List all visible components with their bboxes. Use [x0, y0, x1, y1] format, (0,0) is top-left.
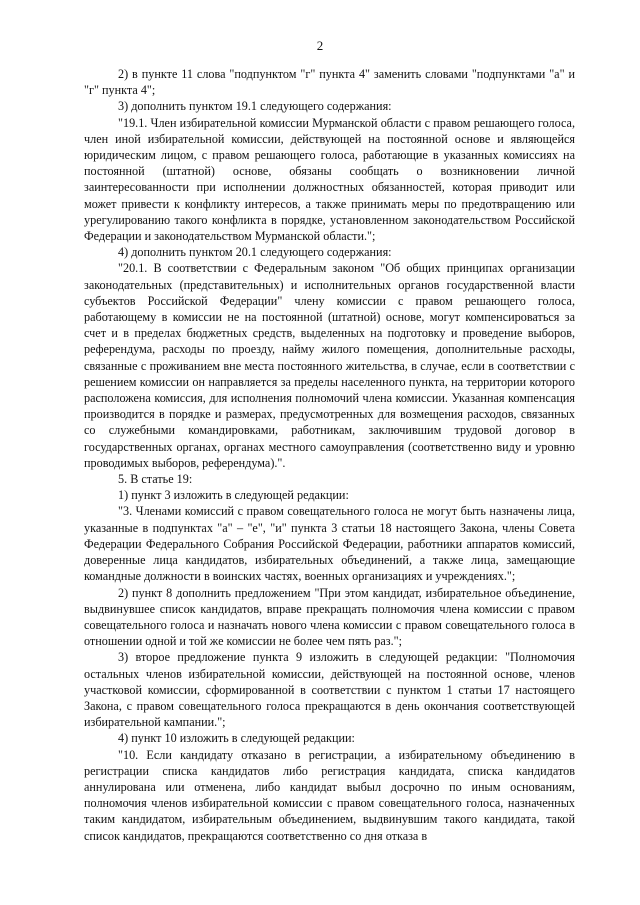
paragraph: "20.1. В соответствии с Федеральным законом "Об общих принципах организации законодательных (представительных) и исполнительных органов государственной власти субъектов Российской Федерации" члену комиссии с правом решающего голоса, работающему в комиссии не на постоянной (штатной) основе, могут компенсироваться за счет и в пределах бюджетных средств, выделенных на подготовку и проведение выборов, референдума, расходы по проезду, найму жилого помещения, дополнительные расходы, связанные с проживанием вне места постоянного жительства, в случае, если в соответствии с решением комиссии он направляется за пределы населенного пункта, на территории которого расположена комиссия, для исполнения полномочий члена комиссии. Указанная компенсация производится в порядке и размерах, предусмотренных для возмещения расходов, связанных со служебными командировками, работникам, заключившим трудовой договор в государственных органах, органах местного самоуправления (соответственно виду и уровню проводимых выборов, референдума).". [84, 261, 575, 470]
paragraph: 2) пункт 8 дополнить предложением "При этом кандидат, избирательное объединение, выдвинувшее список кандидатов, вправе прекращать полномочия члена комиссии с правом совещательного голоса и назначать нового члена комиссии с правом совещательного голоса в отношении одной и той же комиссии не более чем пять раз."; [84, 585, 575, 649]
paragraph: 2) в пункте 11 слова "подпунктом "г" пункта 4" заменить словами "подпунктами "а" и "г" пункта 4"; [84, 67, 575, 98]
paragraph: "3. Членами комиссий с правом совещательного голоса не могут быть назначены лица, указанные в подпунктах "а" – "е", "и" пункта 3 статьи 18 настоящего Закона, члены Совета Федерации Федерального Собрания Российской Федерации, работники аппаратов комиссий, доверенные лица кандидатов, избирательных объединений, а также лица, замещающие командные должности в воинских частях, военных организациях и учреждениях."; [84, 504, 575, 584]
paragraph: "10. Если кандидату отказано в регистрации, а избирательному объединению в регистрации списка кандидатов либо регистрация кандидата, списка кандидатов аннулирована или отменена, либо кандидат выбыл досрочно по иным основаниям, полномочия членов избирательной комиссии с правом совещательного голоса, назначенных таким кандидатом, избирательным объединением, выдвинувшим такого кандидата, такой список кандидатов, прекращаются соответственно со дня отказа в [84, 747, 575, 843]
paragraph: 1) пункт 3 изложить в следующей редакции: [118, 488, 349, 503]
paragraph: 4) пункт 10 изложить в следующей редакции: [118, 731, 355, 746]
paragraph: 3) второе предложение пункта 9 изложить в следующей редакции: "Полномочия остальных членов избирательной комиссии, действующей на постоянной основе, членов участковой комиссии, сформированной в соответствии с пунктом 1 статьи 17 настоящего Закона, с правом совещательного голоса прекращаются в день окончания соответствующей избирательной кампании."; [84, 650, 575, 730]
paragraph: 5. В статье 19: [118, 472, 193, 487]
paragraph: "19.1. Член избирательной комиссии Мурманской области с правом решающего голоса, член иной избирательной комиссии, действующей на постоянной основе и являющейся юридическим лицом, с правом решающего голоса, работающие в указанных комиссиях на постоянной (штатной) основе, обязаны сообщать о возникновении личной заинтересованности при исполнении должностных обязанностей, которая приводит или может привести к конфликту интересов, а также принимать меры по предотвращению или урегулированию такого конфликта в порядке, установленном законодательством Российской Федерации и законодательством Мурманской области."; [84, 115, 575, 244]
paragraph: 3) дополнить пунктом 19.1 следующего содержания: [118, 99, 392, 114]
document-body [84, 66, 575, 844]
page-number: 2 [316, 38, 324, 53]
paragraph: 4) дополнить пунктом 20.1 следующего содержания: [118, 245, 392, 260]
